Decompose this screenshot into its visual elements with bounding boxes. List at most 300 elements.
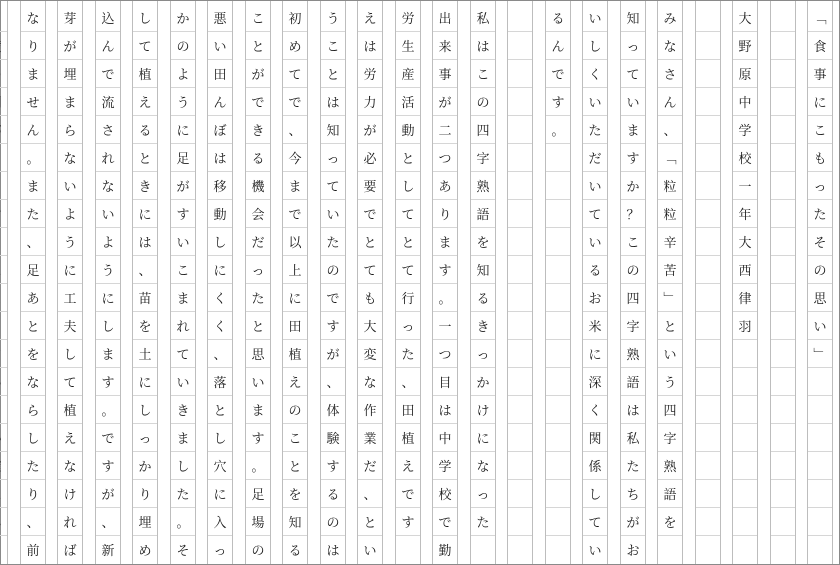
- manuscript-cell: [808, 535, 832, 563]
- manuscript-cell: 来: [433, 31, 457, 59]
- manuscript-cell: [771, 87, 795, 115]
- manuscript-cell: る: [583, 255, 607, 283]
- manuscript-cell: 野: [733, 31, 757, 59]
- manuscript-cell: 力: [358, 87, 382, 115]
- manuscript-cell: で: [546, 59, 570, 87]
- manuscript-cell: に: [96, 283, 120, 311]
- manuscript-cell: 年: [733, 199, 757, 227]
- manuscript-cell: 込: [101, 11, 115, 27]
- manuscript-cell: 田: [283, 311, 307, 339]
- manuscript-cell: [396, 535, 420, 563]
- manuscript-cell: 語: [658, 479, 682, 507]
- manuscript-cell: な: [96, 171, 120, 199]
- manuscript-cell: 。: [433, 283, 457, 311]
- manuscript-cell: が: [358, 115, 382, 143]
- manuscript-cell: た: [621, 451, 645, 479]
- manuscript-cell: [508, 143, 532, 171]
- manuscript-cell: い: [588, 11, 602, 27]
- manuscript-cell: が: [96, 479, 120, 507]
- manuscript-cell: い: [58, 171, 82, 199]
- manuscript-cell: [696, 171, 720, 199]
- manuscript-cell: が: [321, 339, 345, 367]
- manuscript-cell: ま: [21, 171, 45, 199]
- manuscript-cell: あ: [21, 283, 45, 311]
- manuscript-column: [395, 1, 421, 564]
- manuscript-cell: 思: [246, 339, 270, 367]
- manuscript-cell: 大: [738, 11, 752, 27]
- manuscript-cell: [0, 507, 7, 535]
- manuscript-cell: 一: [433, 311, 457, 339]
- manuscript-cell: る: [551, 11, 565, 27]
- manuscript-cell: [771, 339, 795, 367]
- manuscript-cell: [508, 367, 532, 395]
- manuscript-cell: 足: [21, 255, 45, 283]
- manuscript-cell: な: [58, 451, 82, 479]
- manuscript-cell: 芽: [63, 11, 77, 27]
- manuscript-cell: ば: [58, 535, 82, 563]
- manuscript-cell: 粒: [658, 199, 682, 227]
- manuscript-cell: 、: [96, 507, 120, 535]
- manuscript-cell: [696, 255, 720, 283]
- manuscript-cell: 中: [433, 423, 457, 451]
- manuscript-cell: ま: [96, 339, 120, 367]
- manuscript-cell: [508, 171, 532, 199]
- manuscript-cell: 今: [283, 143, 307, 171]
- manuscript-cell: [771, 367, 795, 395]
- manuscript-cell: い: [321, 199, 345, 227]
- manuscript-cell: っ: [396, 311, 420, 339]
- manuscript-cell: が: [246, 59, 270, 87]
- manuscript-cell: だ: [358, 451, 382, 479]
- manuscript-column: [582, 1, 608, 564]
- manuscript-cell: た: [246, 283, 270, 311]
- manuscript-column: [620, 1, 646, 564]
- manuscript-cell: 、: [21, 227, 45, 255]
- manuscript-cell: だ: [583, 143, 607, 171]
- manuscript-cell: を: [21, 339, 45, 367]
- manuscript-cell: な: [26, 11, 40, 27]
- manuscript-column: [245, 1, 271, 564]
- manuscript-cell: と: [283, 451, 307, 479]
- manuscript-cell: 要: [358, 171, 382, 199]
- manuscript-cell: [508, 311, 532, 339]
- manuscript-cell: [696, 199, 720, 227]
- manuscript-cell: 作: [358, 395, 382, 423]
- manuscript-cell: [0, 479, 7, 507]
- manuscript-cell: な: [358, 367, 382, 395]
- manuscript-cell: [0, 283, 7, 311]
- manuscript-cell: ぼ: [208, 115, 232, 143]
- manuscript-cell: い: [658, 339, 682, 367]
- manuscript-cell: [771, 283, 795, 311]
- manuscript-cell: 動: [396, 115, 420, 143]
- manuscript-cell: 食: [808, 31, 832, 59]
- manuscript-cell: 私: [476, 11, 490, 27]
- manuscript-cell: こ: [283, 423, 307, 451]
- manuscript-cell: で: [283, 199, 307, 227]
- manuscript-cell: な: [471, 451, 495, 479]
- manuscript-cell: く: [583, 59, 607, 87]
- manuscript-cell: 私: [621, 423, 645, 451]
- manuscript-cell: り: [21, 31, 45, 59]
- manuscript-cell: [0, 115, 7, 143]
- manuscript-cell: え: [396, 451, 420, 479]
- manuscript-cell: 四: [471, 115, 495, 143]
- manuscript-cell: そ: [171, 535, 195, 563]
- manuscript-cell: す: [546, 87, 570, 115]
- manuscript-cell: 大: [358, 311, 382, 339]
- manuscript-cell: [546, 423, 570, 451]
- manuscript-cell: 体: [321, 395, 345, 423]
- manuscript-cell: [508, 339, 532, 367]
- manuscript-cell: 必: [358, 143, 382, 171]
- manuscript-cell: さ: [96, 115, 120, 143]
- manuscript-cell: い: [583, 87, 607, 115]
- manuscript-cell: く: [583, 395, 607, 423]
- manuscript-cell: 熟: [658, 451, 682, 479]
- manuscript-cell: に: [208, 479, 232, 507]
- manuscript-cell: [808, 395, 832, 423]
- manuscript-cell: い: [621, 87, 645, 115]
- manuscript-cell: 新: [96, 535, 120, 563]
- manuscript-cell: 勤: [433, 535, 457, 563]
- manuscript-cell: う: [96, 255, 120, 283]
- manuscript-cell: た: [321, 227, 345, 255]
- manuscript-cell: [0, 171, 7, 199]
- manuscript-cell: た: [471, 507, 495, 535]
- manuscript-cell: 場: [246, 507, 270, 535]
- manuscript-cell: 関: [583, 423, 607, 451]
- manuscript-cell: [508, 395, 532, 423]
- manuscript-cell: と: [358, 507, 382, 535]
- manuscript-cell: 会: [246, 199, 270, 227]
- manuscript-cell: い: [171, 367, 195, 395]
- manuscript-cell: [508, 479, 532, 507]
- manuscript-cell: [508, 31, 532, 59]
- manuscript-cell: [808, 479, 832, 507]
- manuscript-cell: 穴: [208, 451, 232, 479]
- manuscript-cell: て: [621, 59, 645, 87]
- manuscript-cell: 出: [438, 11, 452, 27]
- manuscript-cell: で: [358, 199, 382, 227]
- manuscript-cell: な: [58, 143, 82, 171]
- manuscript-cell: い: [808, 311, 832, 339]
- manuscript-cell: [546, 479, 570, 507]
- manuscript-cell: [771, 479, 795, 507]
- manuscript-cell: れ: [171, 311, 195, 339]
- manuscript-cell: 目: [433, 367, 457, 395]
- manuscript-cell: 行: [396, 283, 420, 311]
- manuscript-cell: す: [321, 451, 345, 479]
- manuscript-cell: [771, 423, 795, 451]
- manuscript-cell: で: [396, 479, 420, 507]
- manuscript-cell: [771, 59, 795, 87]
- manuscript-cell: 上: [283, 255, 307, 283]
- manuscript-cell: し: [21, 423, 45, 451]
- manuscript-cell: [696, 143, 720, 171]
- manuscript-column: [0, 1, 8, 564]
- manuscript-cell: い: [583, 227, 607, 255]
- manuscript-cell: [508, 423, 532, 451]
- manuscript-cell: [658, 535, 682, 563]
- manuscript-cell: さ: [658, 59, 682, 87]
- manuscript-cell: 粒: [658, 171, 682, 199]
- manuscript-cell: [771, 143, 795, 171]
- manuscript-cell: [508, 3, 532, 31]
- manuscript-cell: 学: [733, 115, 757, 143]
- manuscript-column: [132, 1, 158, 564]
- manuscript-cell: [508, 451, 532, 479]
- manuscript-cell: 校: [733, 143, 757, 171]
- manuscript-cell: と: [246, 311, 270, 339]
- manuscript-cell: 中: [733, 87, 757, 115]
- manuscript-cell: れ: [58, 507, 82, 535]
- manuscript-cell: [508, 59, 532, 87]
- manuscript-cell: 苗: [133, 283, 157, 311]
- manuscript-cell: て: [396, 255, 420, 283]
- manuscript-cell: [771, 395, 795, 423]
- manuscript-cell: [0, 451, 7, 479]
- manuscript-column: [545, 1, 571, 564]
- manuscript-cell: [0, 535, 7, 563]
- manuscript-cell: [733, 423, 757, 451]
- manuscript-column: [95, 1, 121, 564]
- manuscript-cell: を: [283, 479, 307, 507]
- manuscript-cell: [546, 535, 570, 563]
- manuscript-cell: 知: [471, 255, 495, 283]
- manuscript-cell: ま: [58, 87, 82, 115]
- manuscript-cell: 知: [321, 115, 345, 143]
- manuscript-cell: 初: [288, 11, 302, 27]
- manuscript-cell: ま: [621, 115, 645, 143]
- manuscript-cell: [696, 395, 720, 423]
- manuscript-cell: 、: [208, 339, 232, 367]
- manuscript-cell: [808, 423, 832, 451]
- manuscript-cell: が: [58, 31, 82, 59]
- manuscript-cell: き: [133, 171, 157, 199]
- manuscript-cell: は: [321, 87, 345, 115]
- manuscript-column: [470, 1, 496, 564]
- manuscript-cell: み: [663, 11, 677, 27]
- manuscript-cell: 田: [396, 395, 420, 423]
- manuscript-cell: ま: [246, 395, 270, 423]
- manuscript-cell: き: [471, 311, 495, 339]
- manuscript-cell: お: [621, 535, 645, 563]
- manuscript-cell: の: [321, 255, 345, 283]
- manuscript-cell: [696, 227, 720, 255]
- manuscript-cell: で: [246, 87, 270, 115]
- manuscript-cell: の: [621, 255, 645, 283]
- manuscript-cell: て: [583, 199, 607, 227]
- manuscript-cell: か: [621, 171, 645, 199]
- manuscript-cell: に: [58, 255, 82, 283]
- manuscript-cell: [0, 367, 7, 395]
- manuscript-cell: 。: [96, 395, 120, 423]
- manuscript-cell: 辛: [658, 227, 682, 255]
- manuscript-cell: て: [321, 171, 345, 199]
- manuscript-cell: [0, 199, 7, 227]
- manuscript-cell: か: [133, 451, 157, 479]
- manuscript-column: [770, 1, 796, 564]
- manuscript-cell: 熟: [621, 339, 645, 367]
- manuscript-cell: し: [133, 395, 157, 423]
- manuscript-cell: [0, 395, 7, 423]
- manuscript-cell: に: [171, 115, 195, 143]
- manuscript-cell: [546, 199, 570, 227]
- manuscript-cell: [508, 227, 532, 255]
- manuscript-cell: 。: [246, 451, 270, 479]
- manuscript-cell: と: [658, 311, 682, 339]
- manuscript-cell: よ: [171, 59, 195, 87]
- manuscript-cell: [733, 367, 757, 395]
- manuscript-cell: つ: [433, 143, 457, 171]
- manuscript-column: [657, 1, 683, 564]
- manuscript-cell: て: [171, 339, 195, 367]
- manuscript-cell: ん: [546, 31, 570, 59]
- manuscript-cell: と: [21, 311, 45, 339]
- manuscript-cell: に: [133, 199, 157, 227]
- manuscript-cell: [546, 311, 570, 339]
- manuscript-column: [320, 1, 346, 564]
- manuscript-column: [432, 1, 458, 564]
- manuscript-cell: [471, 535, 495, 563]
- manuscript-cell: に: [583, 339, 607, 367]
- manuscript-cell: ち: [621, 479, 645, 507]
- manuscript-cell: っ: [471, 339, 495, 367]
- manuscript-cell: し: [583, 31, 607, 59]
- manuscript-cell: 、: [283, 115, 307, 143]
- manuscript-column: [20, 1, 46, 564]
- manuscript-cell: 知: [283, 507, 307, 535]
- manuscript-cell: 語: [621, 367, 645, 395]
- manuscript-cell: け: [471, 395, 495, 423]
- manuscript-cell: [771, 535, 795, 563]
- manuscript-cell: で: [96, 59, 120, 87]
- manuscript-cell: い: [246, 367, 270, 395]
- manuscript-cell: 思: [808, 283, 832, 311]
- manuscript-cell: [696, 339, 720, 367]
- manuscript-cell: 原: [733, 59, 757, 87]
- manuscript-cell: [0, 87, 7, 115]
- manuscript-cell: [0, 423, 7, 451]
- manuscript-cell: 熟: [471, 171, 495, 199]
- manuscript-cell: て: [133, 31, 157, 59]
- manuscript-cell: い: [171, 227, 195, 255]
- manuscript-cell: [546, 227, 570, 255]
- manuscript-cell: [771, 255, 795, 283]
- manuscript-cell: 。: [171, 507, 195, 535]
- manuscript-column: [170, 1, 196, 564]
- manuscript-cell: [696, 367, 720, 395]
- manuscript-cell: [696, 59, 720, 87]
- manuscript-cell: し: [171, 451, 195, 479]
- manuscript-cell: [508, 199, 532, 227]
- manuscript-cell: 係: [583, 451, 607, 479]
- manuscript-cell: [508, 283, 532, 311]
- manuscript-cell: 埋: [133, 507, 157, 535]
- manuscript-cell: い: [96, 199, 120, 227]
- manuscript-cell: に: [133, 367, 157, 395]
- manuscript-cell: し: [96, 311, 120, 339]
- manuscript-cell: [546, 451, 570, 479]
- manuscript-cell: く: [208, 311, 232, 339]
- manuscript-cell: こ: [251, 11, 265, 27]
- manuscript-cell: [508, 535, 532, 563]
- manuscript-cell: [508, 87, 532, 115]
- manuscript-cell: 二: [433, 115, 457, 143]
- manuscript-cell: を: [658, 507, 682, 535]
- manuscript-cell: [508, 115, 532, 143]
- manuscript-cell: 、: [133, 255, 157, 283]
- manuscript-cell: [733, 479, 757, 507]
- manuscript-cell: た: [21, 451, 45, 479]
- manuscript-cell: [0, 255, 7, 283]
- manuscript-cell: 足: [246, 479, 270, 507]
- manuscript-cell: [808, 507, 832, 535]
- manuscript-column: [357, 1, 383, 564]
- manuscript-cell: [696, 479, 720, 507]
- manuscript-cell: こ: [171, 255, 195, 283]
- manuscript-cell: [0, 143, 7, 171]
- manuscript-cell: 字: [471, 143, 495, 171]
- manuscript-cell: え: [363, 11, 377, 27]
- manuscript-cell: し: [58, 339, 82, 367]
- manuscript-cell: 以: [283, 227, 307, 255]
- manuscript-cell: う: [58, 227, 82, 255]
- manuscript-cell: こ: [321, 31, 345, 59]
- manuscript-cell: [771, 507, 795, 535]
- manuscript-cell: で: [283, 87, 307, 115]
- manuscript-cell: お: [583, 283, 607, 311]
- manuscript-cell: い: [358, 535, 382, 563]
- manuscript-cell: [733, 339, 757, 367]
- manuscript-cell: の: [808, 255, 832, 283]
- manuscript-cell: [733, 535, 757, 563]
- manuscript-cell: に: [808, 87, 832, 115]
- manuscript-cell: 植: [133, 59, 157, 87]
- manuscript-cell: 。: [21, 143, 45, 171]
- manuscript-cell: え: [283, 367, 307, 395]
- manuscript-cell: 深: [583, 367, 607, 395]
- manuscript-cell: [696, 283, 720, 311]
- manuscript-cell: [771, 199, 795, 227]
- manuscript-cell: ん: [96, 31, 120, 59]
- manuscript-cell: な: [658, 31, 682, 59]
- manuscript-column: [732, 1, 758, 564]
- manuscript-cell: に: [471, 423, 495, 451]
- manuscript-cell: す: [396, 507, 420, 535]
- manuscript-cell: と: [208, 395, 232, 423]
- manuscript-cell: [808, 451, 832, 479]
- manuscript-cell: [696, 87, 720, 115]
- manuscript-cell: が: [621, 507, 645, 535]
- manuscript-cell: て: [396, 199, 420, 227]
- manuscript-cell: て: [58, 367, 82, 395]
- manuscript-column: [207, 1, 233, 564]
- manuscript-cell: [733, 507, 757, 535]
- manuscript-cell: 羽: [733, 311, 757, 339]
- manuscript-cell: [546, 283, 570, 311]
- manuscript-cell: [771, 171, 795, 199]
- manuscript-cell: た: [21, 199, 45, 227]
- manuscript-cell: と: [358, 227, 382, 255]
- manuscript-cell: [0, 227, 7, 255]
- manuscript-cell: [508, 255, 532, 283]
- manuscript-cell: て: [283, 59, 307, 87]
- manuscript-cell: [508, 507, 532, 535]
- manuscript-cell: [771, 451, 795, 479]
- manuscript-cell: [696, 507, 720, 535]
